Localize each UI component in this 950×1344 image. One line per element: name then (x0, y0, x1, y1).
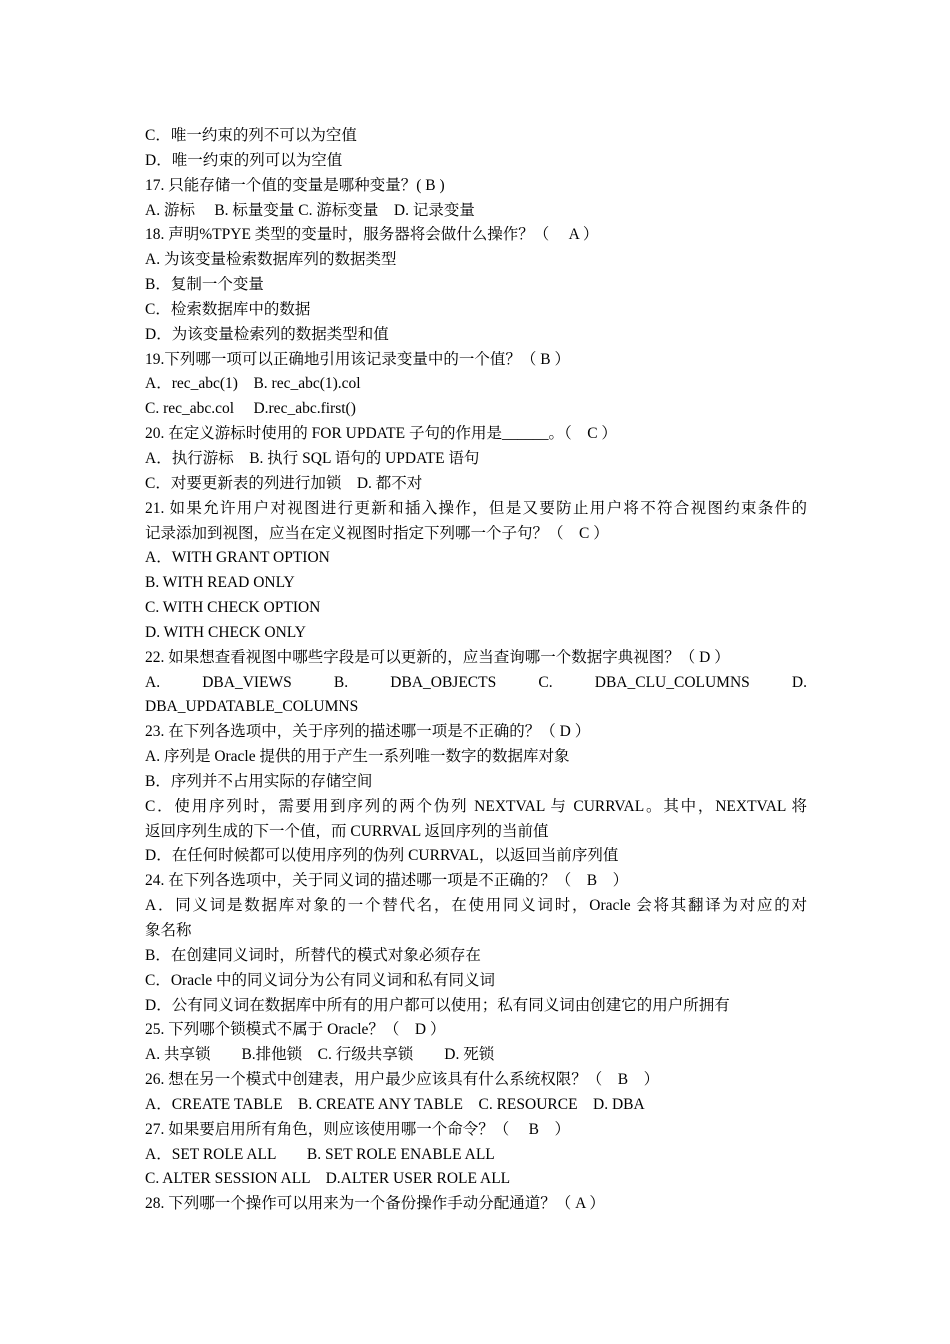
question-line: 28. 下列哪一个操作可以用来为一个备份操作手动分配通道？（ A ） (145, 1195, 605, 1213)
options-line: A. DBA_VIEWS B. DBA_OBJECTS C. DBA_CLU_COLUMNS D. (145, 673, 807, 691)
text-line: C．检索数据库中的数据 (145, 300, 311, 318)
text-line: A．WITH GRANT OPTION (145, 549, 330, 567)
question-line: 22. 如果想查看视图中哪些字段是可以更新的，应当查询哪一个数据字典视图？（ D ） (145, 648, 730, 666)
text-line: B. WITH READ ONLY (145, 574, 295, 592)
options-line: C．对要更新表的列进行加锁 D. 都不对 (145, 474, 423, 492)
text-line: D．在任何时候都可以使用序列的伪列 CURRVAL，以返回当前序列值 (145, 847, 619, 865)
document-page (145, 124, 807, 1217)
text-line: A. 序列是 Oracle 提供的用于产生一系列唯一数字的数据库对象 (145, 748, 570, 766)
text-line: D．唯一约束的列可以为空值 (145, 151, 343, 169)
options-line: A．执行游标 B. 执行 SQL 语句的 UPDATE 语句 (145, 449, 480, 467)
options-line: A．CREATE TABLE B. CREATE ANY TABLE C. RESOURCE D. DBA (145, 1095, 645, 1113)
options-line-continued: DBA_UPDATABLE_COLUMNS (145, 698, 359, 716)
text-line: C．Oracle 中的同义词分为公有同义词和私有同义词 (145, 971, 496, 989)
question-line: 25. 下列哪个锁模式不属于 Oracle？（ D ） (145, 1021, 446, 1039)
text-line: C．唯一约束的列不可以为空值 (145, 127, 357, 144)
text-line: A. 为该变量检索数据库列的数据类型 (145, 251, 397, 269)
question-line: 26. 想在另一个模式中创建表，用户最少应该具有什么系统权限？（ B ） (145, 1071, 660, 1089)
text-line: C. WITH CHECK OPTION (145, 599, 321, 617)
text-line: B．复制一个变量 (145, 276, 264, 294)
text-line: D．为该变量检索列的数据类型和值 (145, 325, 389, 343)
options-line: A. 共享锁 B.排他锁 C. 行级共享锁 D. 死锁 (145, 1046, 495, 1064)
question-line-continued: 记录添加到视图，应当在定义视图时指定下列哪一个子句？（ C ） (145, 524, 609, 542)
text-line-continued: 象名称 (145, 922, 192, 939)
question-line: 24. 在下列各选项中，关于同义词的描述哪一项是不正确的？（ B ） (145, 872, 629, 890)
text-line: A．同义词是数据库对象的一个替代名，在使用同义词时，Oracle 会将其翻译为对应的对 (145, 897, 807, 915)
options-line: A. 游标 B. 标量变量 C. 游标变量 D. 记录变量 (145, 201, 475, 219)
question-line: 19.下列哪一项可以正确地引用该记录变量中的一个值？（ B ） (145, 350, 570, 368)
text-line: C．使用序列时，需要用到序列的两个伪列 NEXTVAL 与 CURRVAL。其中，NEXTVAL 将 (145, 797, 807, 815)
text-line: D. WITH CHECK ONLY (145, 623, 306, 641)
text-line: D．公有同义词在数据库中所有的用户都可以使用；私有同义词由创建它的用户所拥有 (145, 996, 730, 1014)
question-line: 17. 只能存储一个值的变量是哪种变量？( B ) (145, 176, 445, 194)
text-line: B．序列并不占用实际的存储空间 (145, 772, 373, 790)
options-line: C. ALTER SESSION ALL D.ALTER USER ROLE ALL (145, 1170, 511, 1188)
options-line: C. rec_abc.col D.rec_abc.first() (145, 400, 356, 418)
text-line: B．在创建同义词时，所替代的模式对象必须存在 (145, 946, 481, 964)
question-line: 18. 声明%TPYE 类型的变量时，服务器将会做什么操作？（ A ） (145, 226, 599, 244)
options-line: A．SET ROLE ALL B. SET ROLE ENABLE ALL (145, 1145, 495, 1163)
question-line: 21. 如果允许用户对视图进行更新和插入操作，但是又要防止用户将不符合视图约束条件的 (145, 499, 807, 517)
question-line: 27. 如果要启用所有角色，则应该使用哪一个命令？（ B ） (145, 1120, 570, 1138)
text-line-continued: 返回序列生成的下一个值，而 CURRVAL 返回序列的当前值 (145, 822, 549, 840)
question-line: 23. 在下列各选项中，关于序列的描述哪一项是不正确的？（ D ） (145, 723, 591, 741)
question-line: 20. 在定义游标时使用的 FOR UPDATE 子句的作用是______。（ C ） (145, 425, 617, 443)
options-line: A．rec_abc(1) B. rec_abc(1).col (145, 375, 361, 393)
